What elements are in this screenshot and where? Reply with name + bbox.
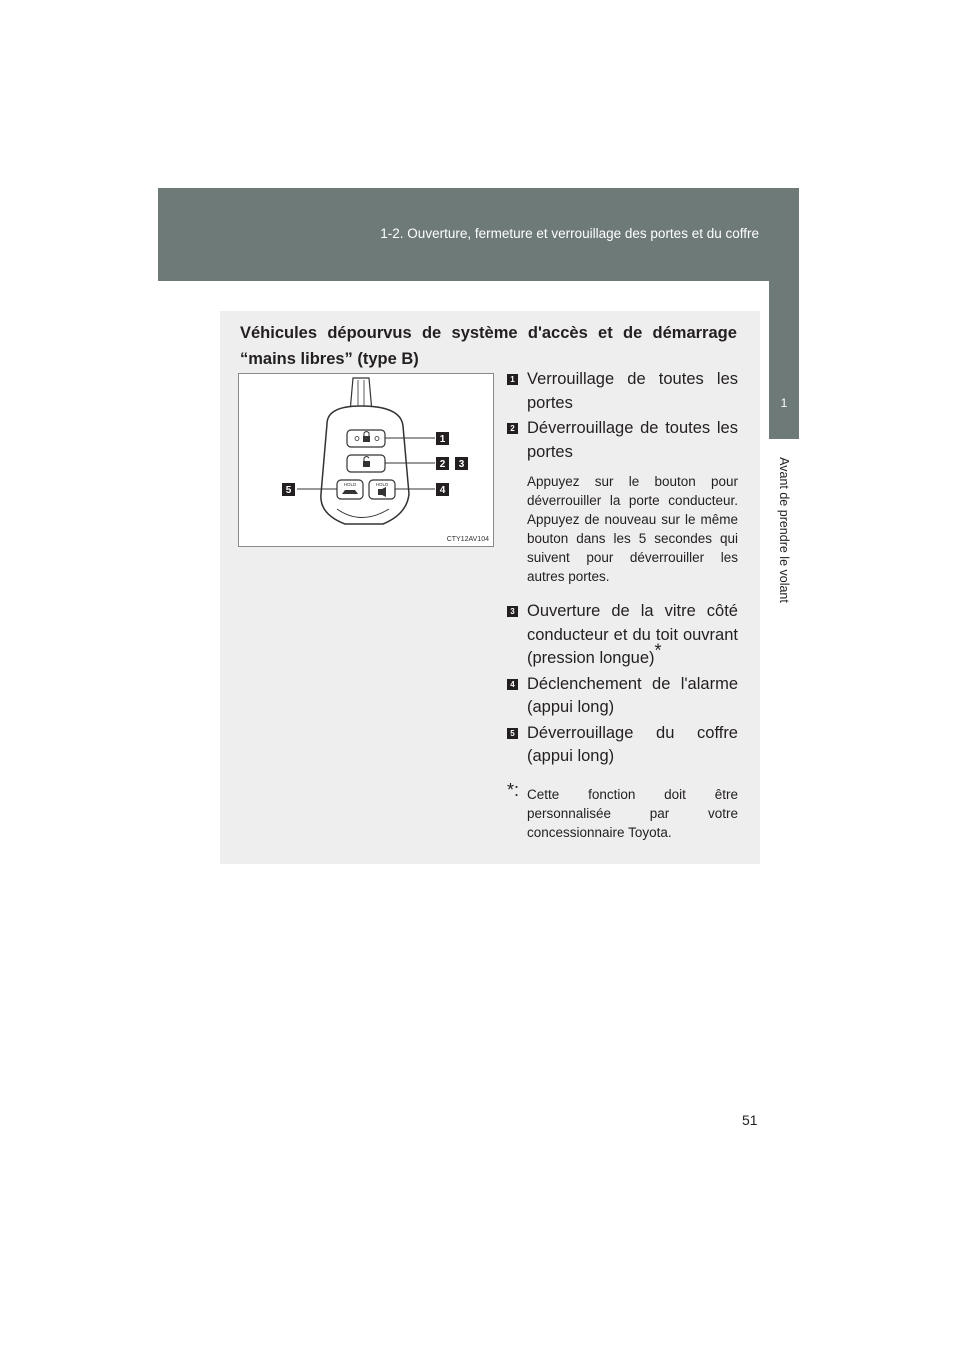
item-number-badge: 4 [507,679,518,690]
item-number-badge: 3 [507,606,518,617]
chapter-header-title: 1-2. Ouverture, fermeture et verrouillage des portes et du coffre [380,226,759,241]
footnote-mark: *: [507,779,520,800]
button-list [507,368,738,842]
side-tab-label: Avant de prendre le volant [777,457,791,603]
item-text: Ouverture de la vitre côté conducteur et du toit ouvrant (pression longue)* [527,602,738,667]
list-item [507,722,738,769]
svg-text:3: 3 [458,459,465,470]
list-item [507,600,738,671]
key-remote-illustration [239,374,493,546]
list-item [507,673,738,720]
hold-label-alarm: HOLD [375,482,389,487]
svg-text:5: 5 [285,485,292,496]
item-number-badge: 1 [507,374,518,385]
section-title-line2: “mains libres” (type B) [240,350,419,368]
side-tab-top [769,188,799,367]
section-title-line1: Véhicules dépourvus de système d'accès et de démarrage [240,324,737,342]
footnote-text: Cette fonction doit être personnalisée par votre concessionnaire Toyota. [527,786,738,840]
svg-text:4: 4 [439,485,446,496]
side-tab-number: 1 [769,367,799,439]
footnote [507,779,738,842]
hold-label-trunk: HOLD [343,482,357,487]
list-item [507,368,738,415]
key-remote-figure [238,373,494,547]
item-number-badge: 2 [507,423,518,434]
item-text: Verrouillage de toutes les portes [527,370,738,412]
item-text: Déverrouillage du coffre (appui long) [527,723,738,765]
figure-code: CTY12AV104 [446,536,489,543]
item-text: Déclenchement de l'alarme (appui long) [527,674,738,716]
item-subtext: Appuyez sur le bouton pour déverrouiller la porte conducteur. Appuyez de nouveau sur le même bouton dans les 5 secondes qui suivent pour déverrouiller les autres portes. [527,474,738,584]
item-text: Déverrouillage de toutes les portes [527,419,738,461]
item-number-badge: 5 [507,728,518,739]
chapter-header-bar [158,188,799,281]
page-number: 51 [742,1112,758,1128]
svg-text:2: 2 [439,459,446,470]
svg-text:1: 1 [439,434,446,445]
list-item [507,417,738,586]
section-title [240,320,737,372]
footnote-asterisk: * [654,640,662,661]
